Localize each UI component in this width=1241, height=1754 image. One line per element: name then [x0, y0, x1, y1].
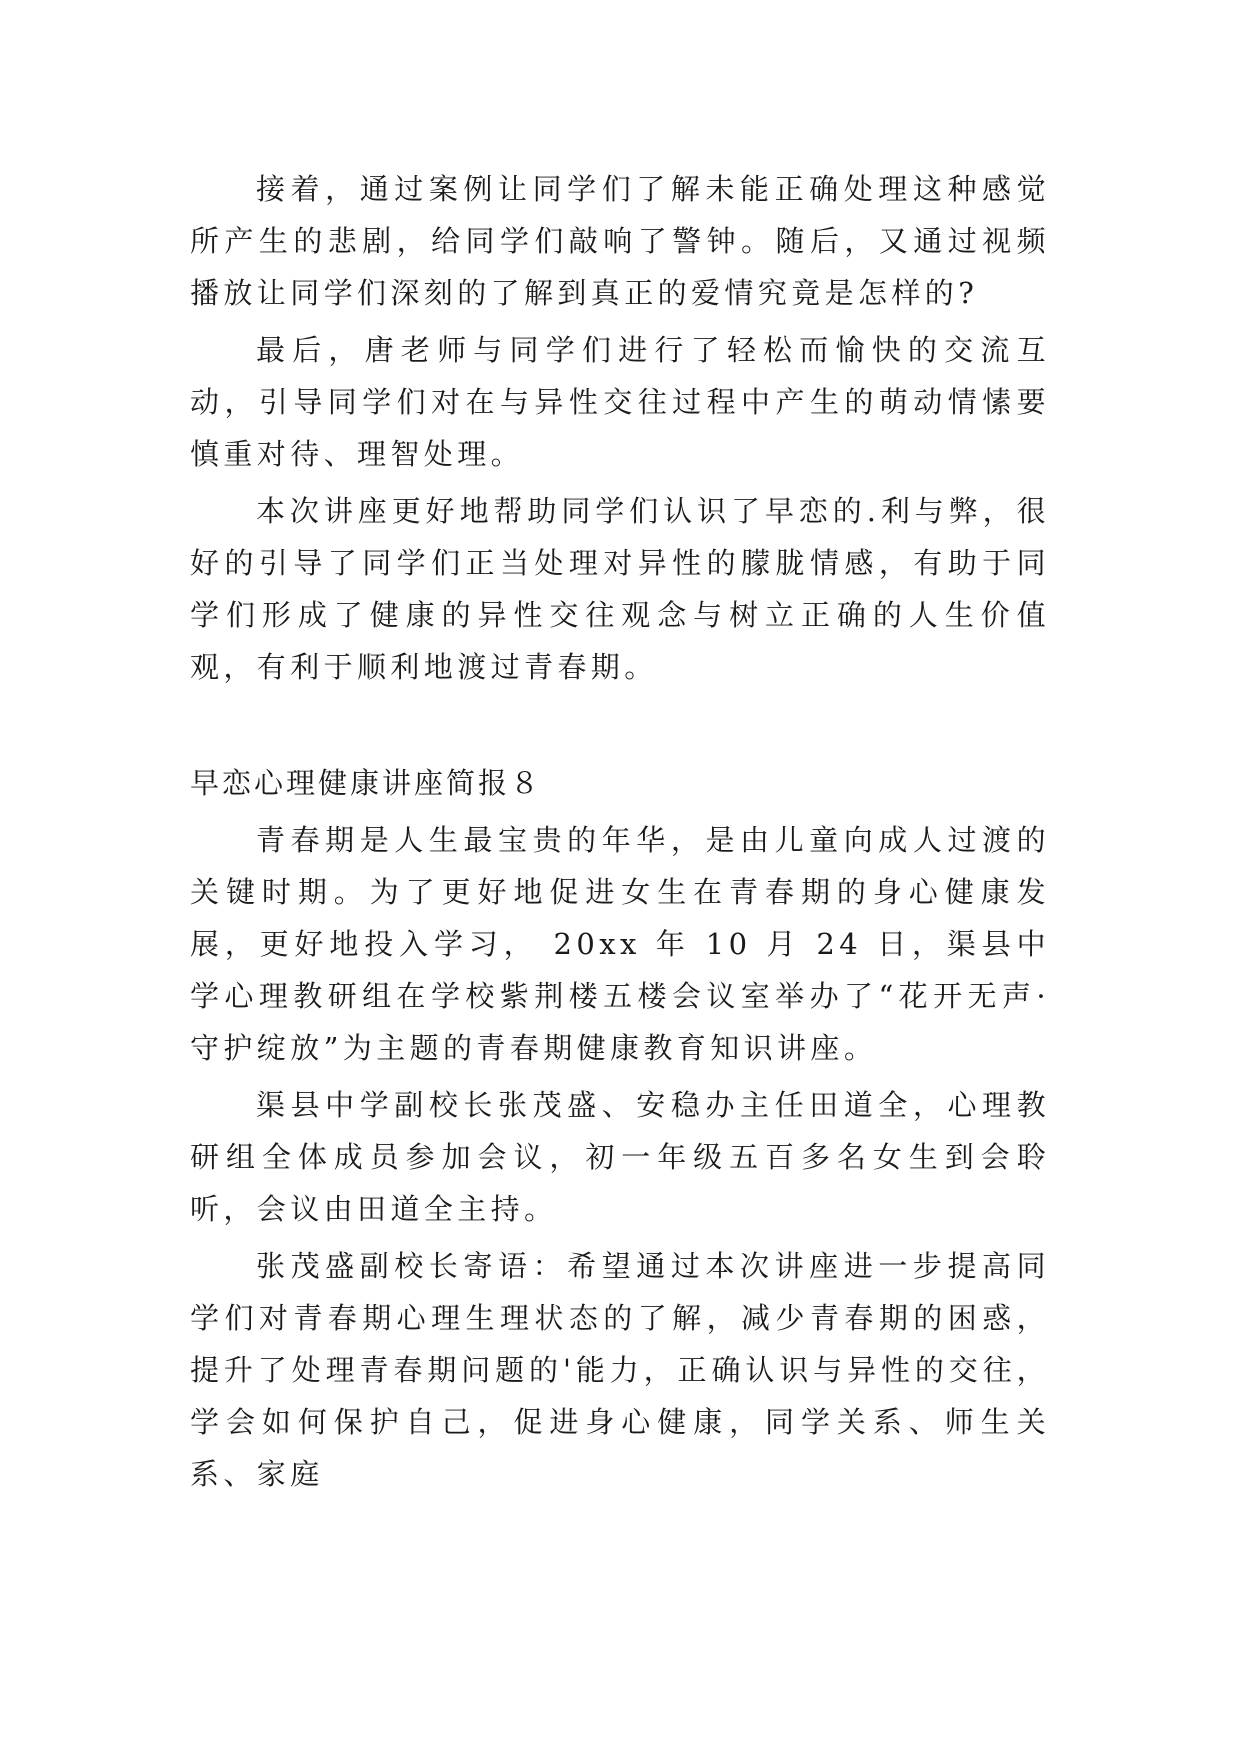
document-page: [190, 163, 1050, 1505]
paragraph: 张茂盛副校长寄语：希望通过本次讲座进一步提高同学们对青春期心理生理状态的了解，减少青春期的困惑，提升了处理青春期问题的'能力，正确认识与异性的交往，学会如何保护自己，促进身心健康，同学关系、师生关系、家庭: [190, 1249, 1050, 1491]
paragraph: 青春期是人生最宝贵的年华，是由儿童向成人过渡的关键时期。为了更好地促进女生在青春期的身心健康发展，更好地投入学习， 20xx 年 10 月 24 日，渠县中学心理教研组在学校紫荆楼五楼会议室举办了“花开无声·守护绽放”为主题的青春期健康教育知识讲座。: [190, 823, 1050, 1065]
section-title: 早恋心理健康讲座简报８: [190, 766, 543, 800]
paragraph: 渠县中学副校长张茂盛、安稳办主任田道全，心理教研组全体成员参加会议，初一年级五百多名女生到会聆听，会议由田道全主持。: [190, 1088, 1050, 1226]
paragraph: 本次讲座更好地帮助同学们认识了早恋的.利与弊，很好的引导了同学们正当处理对异性的朦胧情感，有助于同学们形成了健康的异性交往观念与树立正确的人生价值观，有利于顺利地渡过青春期。: [190, 494, 1050, 684]
paragraph: 接着，通过案例让同学们了解未能正确处理这种感觉所产生的悲剧，给同学们敲响了警钟。随后，又通过视频播放让同学们深刻的了解到真正的爱情究竟是怎样的?: [190, 172, 1050, 310]
paragraph: 最后，唐老师与同学们进行了轻松而愉快的交流互动，引导同学们对在与异性交往过程中产生的萌动情愫要慎重对待、理智处理。: [190, 333, 1050, 471]
